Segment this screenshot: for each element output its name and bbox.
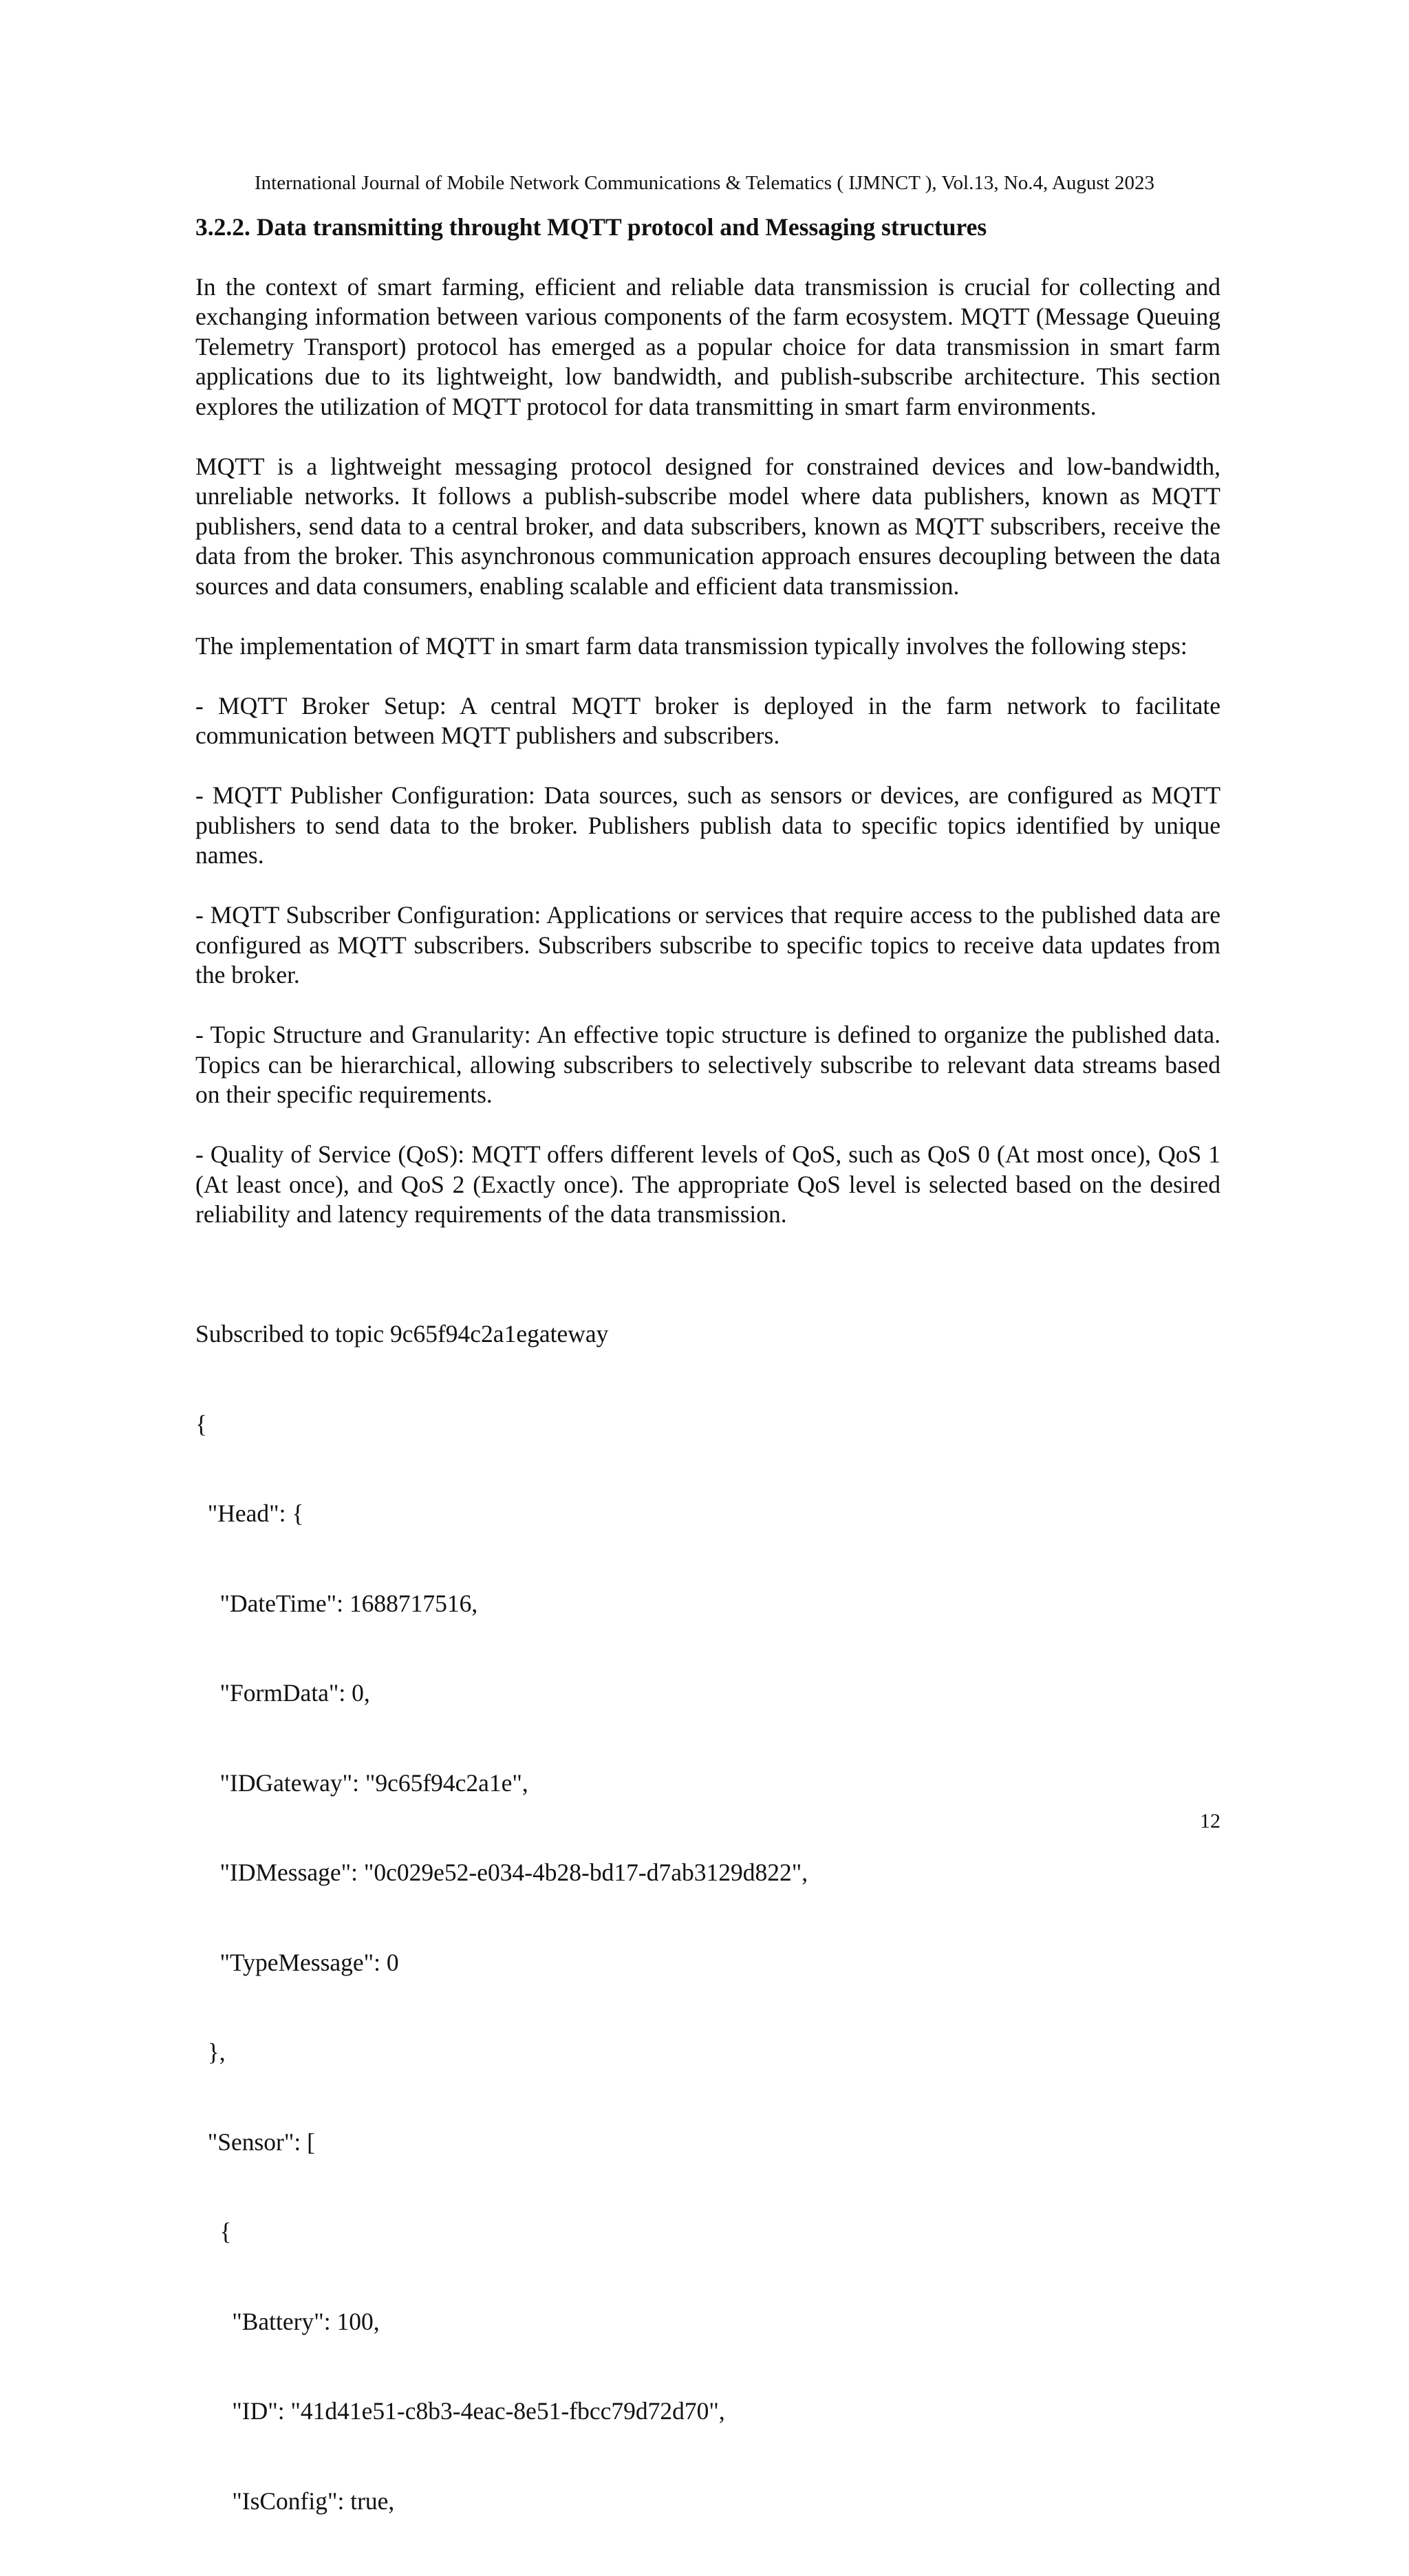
step-publisher-configuration: - MQTT Publisher Configuration: Data sources, such as sensors or devices, are configured as MQTT publishers to send data to the broker. Publishers publish data to specific topics identified by unique names. bbox=[195, 781, 1220, 869]
paragraph-smart-farming-context: In the context of smart farming, efficient and reliable data transmission is crucial for collecting and exchanging information between various components of the farm ecosystem. MQTT (Message Queuing Telemetry Transport) protocol has emerged as a popular choice for data transmission in smart farm applications due to its lightweight, low bandwidth, and publish-subscribe architecture. This section explores the utilization of MQTT protocol for data transmitting in smart farm environments. bbox=[195, 272, 1220, 420]
code-line: "FormData": 0, bbox=[195, 1679, 370, 1707]
step-subscriber-configuration: - MQTT Subscriber Configuration: Applications or services that require access to the published data are configured as MQTT subscribers. Subscribers subscribe to specific topics to receive data updates from the broker. bbox=[195, 901, 1220, 988]
paragraph-implementation-intro: The implementation of MQTT in smart farm data transmission typically involves the following steps: bbox=[195, 631, 1187, 660]
json-message-listing bbox=[195, 1259, 1220, 2576]
code-line: "DateTime": 1688717516, bbox=[195, 1589, 478, 1617]
code-line: "TypeMessage": 0 bbox=[195, 1948, 399, 1976]
running-head: International Journal of Mobile Network Communications & Telematics ( IJMNCT ), Vol.13, No.4, August 2023 bbox=[255, 172, 1154, 194]
code-line: "IDGateway": "9c65f94c2a1e", bbox=[195, 1768, 528, 1797]
code-line: "IsConfig": true, bbox=[195, 2487, 395, 2515]
code-line: "Sensor": [ bbox=[195, 2128, 315, 2156]
code-line: "IDMessage": "0c029e52-e034-4b28-bd17-d7ab3129d822", bbox=[195, 1859, 808, 1886]
section-heading: 3.2.2. Data transmitting throught MQTT protocol and Messaging structures bbox=[195, 213, 987, 241]
page-number: 12 bbox=[1200, 1810, 1220, 1832]
step-quality-of-service: - Quality of Service (QoS): MQTT offers different levels of QoS, such as QoS 0 (At most once), QoS 1 (At least once), and QoS 2 (Exactly once). The appropriate QoS level is selected based on the desired reliability and latency requirements of the data transmission. bbox=[195, 1140, 1220, 1228]
code-line: "Battery": 100, bbox=[195, 2307, 380, 2335]
code-line: Subscribed to topic 9c65f94c2a1egateway bbox=[195, 1320, 609, 1347]
code-line: { bbox=[195, 2218, 232, 2245]
code-line: "ID": "41d41e51-c8b3-4eac-8e51-fbcc79d72d70", bbox=[195, 2397, 725, 2425]
step-broker-setup: - MQTT Broker Setup: A central MQTT broker is deployed in the farm network to facilitate communication between MQTT publishers and subscribers. bbox=[195, 691, 1220, 749]
step-topic-structure: - Topic Structure and Granularity: An effective topic structure is defined to organize the published data. Topics can be hierarchical, allowing subscribers to selectively subscribe to relevant data streams based on their specific requirements. bbox=[195, 1021, 1220, 1108]
code-line: }, bbox=[195, 2038, 226, 2066]
code-line: { bbox=[195, 1409, 208, 1438]
paragraph-mqtt-overview: MQTT is a lightweight messaging protocol designed for constrained devices and low-bandwidth, unreliable networks. It follows a publish-subscribe model where data publishers, known as MQTT publishers, send data to a central broker, and data subscribers, known as MQTT subscribers, receive the data from the broker. This asynchronous communication approach ensures decoupling between the data sources and data consumers, enabling scalable and efficient data transmission. bbox=[195, 452, 1220, 600]
code-line: "Head": { bbox=[195, 1500, 304, 1527]
page-body bbox=[195, 213, 1220, 2576]
